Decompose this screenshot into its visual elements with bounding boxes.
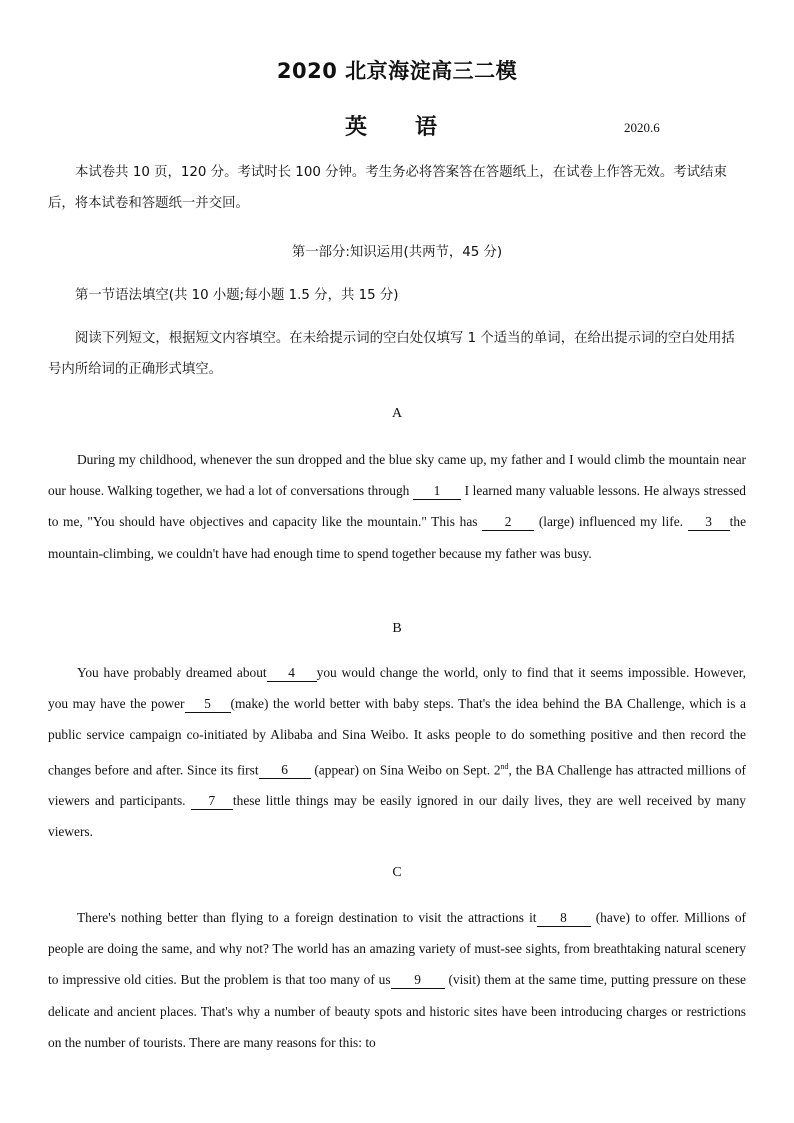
- part-title: 第一部分:知识运用(共两节，45 分): [291, 245, 503, 260]
- passage-b-text-1: You have probably dreamed about: [77, 665, 267, 680]
- passage-c-text-1: There's nothing better than flying to a foreign destination to visit the attractions it: [77, 910, 537, 925]
- blank-4[interactable]: 4: [267, 665, 317, 682]
- blank-5[interactable]: 5: [185, 696, 231, 713]
- passage-c: [48, 902, 746, 1058]
- passage-a: [48, 444, 746, 569]
- blank-9[interactable]: 9: [391, 972, 445, 989]
- passage-a-text-4: the mountain-climbing, we couldn't have had enough time to spend together because my father was busy.: [48, 514, 747, 561]
- passage-b-text-2: you would change the world, only to find that it seems impossible. However, you may have the power: [48, 665, 746, 712]
- passage-a-text-3: (large) influenced my life.: [538, 514, 683, 530]
- blank-8[interactable]: 8: [537, 910, 591, 927]
- passage-b-text-3: (make) the world better with baby steps. That's the idea behind the BA Challenge, which is a public service campaign co-initiated by Alibaba and Sina Weibo. It asks people to do something positive and then record the changes before and after. Since its first: [48, 696, 746, 778]
- passage-c-text-2: (have) to offer. Millions of people are doing the same, and why not? The world has an amazing variety of must-see sights, from breathtaking natural scenery to impressive old cities. But the problem is that too many of us: [48, 910, 746, 988]
- exam-instructions: 本试卷共 10 页，120 分。考试时长 100 分钟。考生务必将答案答在答题纸上，在试卷上作答无效。考试结束后，将本试卷和答题纸一并交回。: [48, 165, 727, 211]
- blank-6[interactable]: 6: [259, 762, 311, 779]
- passage-c-text-3: (visit) them at the same time, putting pressure on these delicate and ancient places. That's why a number of beauty spots and historic sites have been introducing charges or restrictions on the number of tourists. There are many reasons for this: to: [48, 972, 746, 1050]
- blank-2[interactable]: 2: [482, 514, 534, 531]
- passage-b-label: B: [392, 621, 402, 636]
- passage-b-text-6: these little things may be easily ignored in our daily lives, they are well received by many viewers.: [48, 793, 746, 840]
- passage-a-text-2: I learned many valuable lessons. He always stressed to me, "You should have objectives and capacity like the mountain." This has: [48, 483, 746, 530]
- section-title: 第一节语法填空(共 10 小题;每小题 1.5 分，共 15 分): [75, 288, 399, 303]
- blank-1[interactable]: 1: [413, 483, 461, 500]
- blank-3[interactable]: 3: [688, 514, 730, 531]
- passage-a-label: A: [391, 406, 403, 421]
- subject-title: 英语: [345, 115, 486, 140]
- passage-b-text-5: , the BA Challenge has attracted millions of viewers and participants.: [48, 762, 746, 809]
- ordinal-suffix: nd: [500, 761, 509, 771]
- exam-date: 2020.6: [624, 120, 660, 135]
- blank-7[interactable]: 7: [191, 793, 233, 810]
- task-instructions: 阅读下列短文，根据短文内容填空。在未给提示词的空白处仅填写 1 个适当的单词，在给出提示词的空白处用括号内所给词的正确形式填空。: [48, 331, 735, 377]
- passage-a-text-1: During my childhood, whenever the sun dropped and the blue sky came up, my father and I would climb the mountain near our house. Walking together, we had a lot of conversations through: [48, 452, 746, 499]
- passage-b: [48, 657, 746, 848]
- passage-b-text-4: (appear) on Sina Weibo on Sept. 2: [310, 762, 501, 778]
- passage-c-label: C: [392, 865, 402, 880]
- exam-title: 2020 北京海淀高三二模: [276, 59, 518, 83]
